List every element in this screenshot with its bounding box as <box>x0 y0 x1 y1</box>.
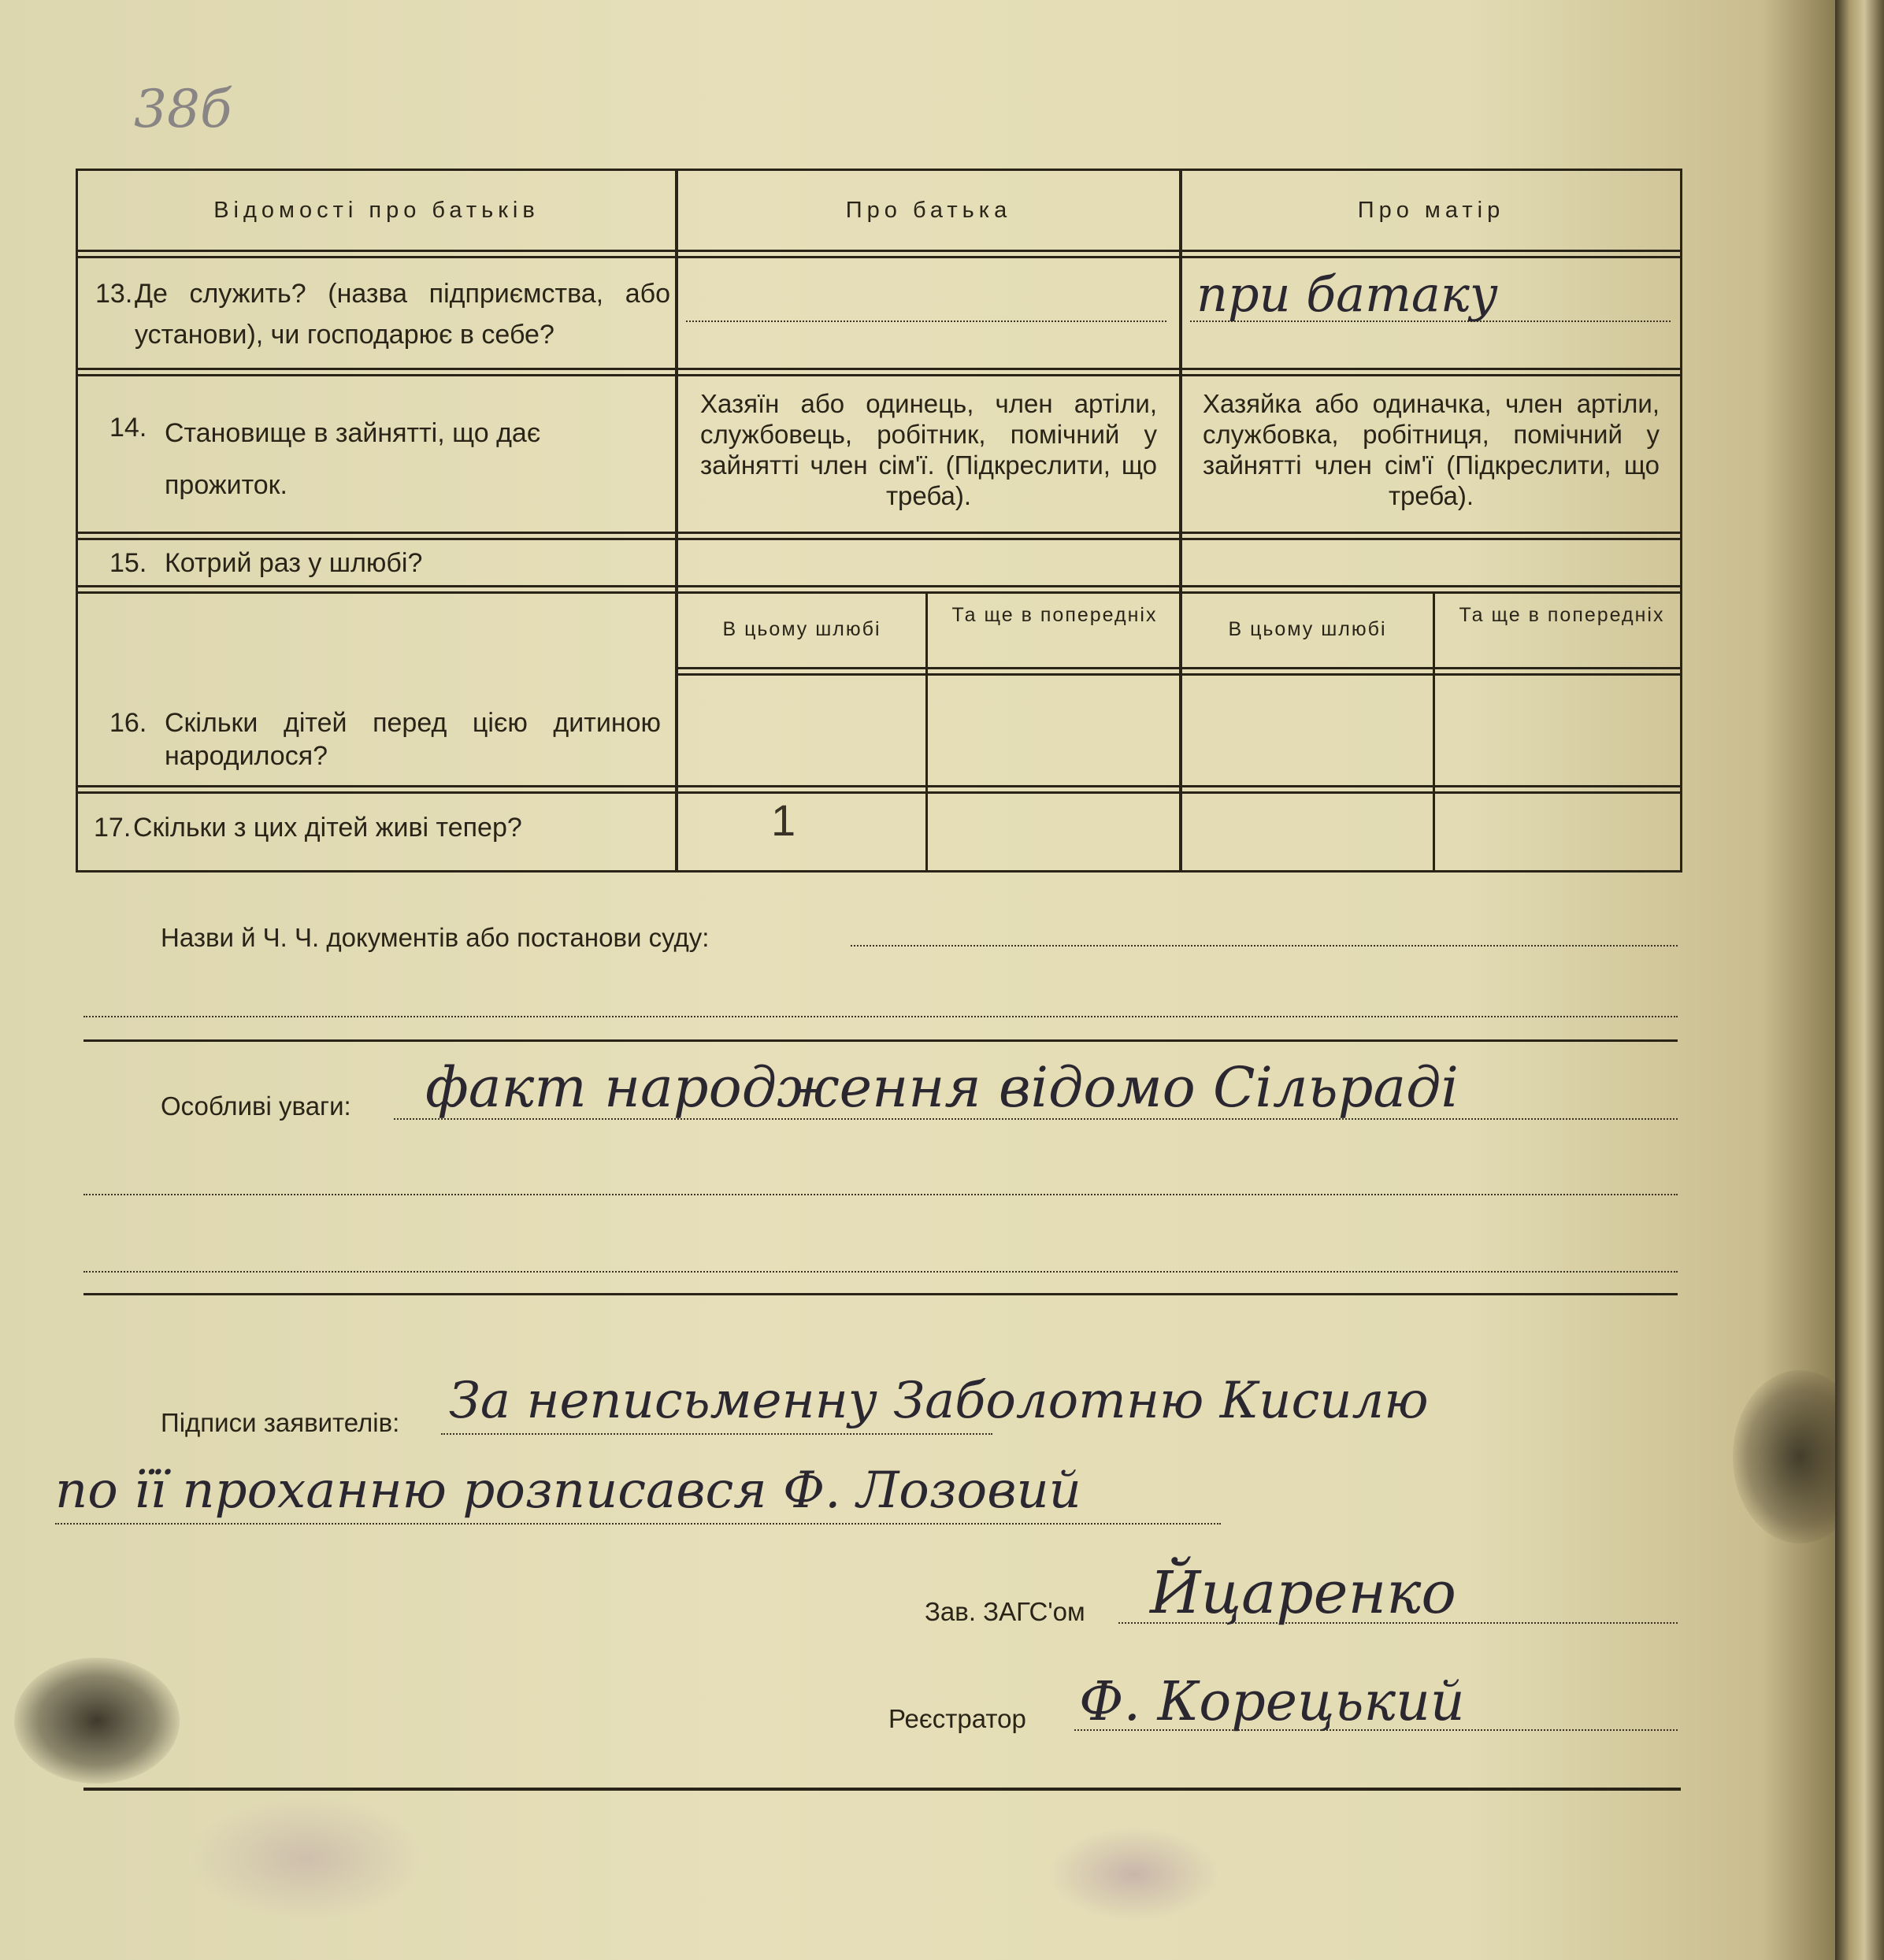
column-divider <box>1433 591 1435 872</box>
remarks-label: Особливі уваги: <box>161 1091 351 1121</box>
signatures-fill-line <box>441 1433 992 1435</box>
remarks-fill-line-2 <box>83 1194 1678 1195</box>
sub-mother-this-marriage: В цьому шлюбі <box>1228 618 1387 640</box>
row-14-label <box>109 407 661 511</box>
registrar-signature: Ф. Корецький <box>1079 1671 1465 1733</box>
registrar-label: Реєстратор <box>888 1704 1026 1733</box>
header-mother: Про матір <box>1357 198 1505 223</box>
sub-father-previous: Та ще в попередніх <box>951 604 1158 626</box>
documents-fill-line <box>851 945 1678 947</box>
row-divider <box>78 585 1680 594</box>
row-17-label <box>94 807 669 848</box>
zags-head-signature: Йцаренко <box>1150 1559 1456 1627</box>
documents-fill-line-2 <box>83 1016 1678 1017</box>
header-father: Про батька <box>845 198 1012 223</box>
row-divider <box>78 250 1680 258</box>
remarks-fill-line-3 <box>83 1271 1678 1273</box>
row-13-number: 13. <box>95 279 133 309</box>
row-16-number: 16. <box>109 708 147 738</box>
ink-stain <box>14 1658 180 1784</box>
row-14-number: 14. <box>109 413 147 443</box>
row-13-text: Де служить? (назва підприємства, або установи), чи господарює в себе? <box>135 279 670 350</box>
row-16-text: Скільки дітей перед цією дитиною народилося? <box>165 708 661 771</box>
row-17-father-handwritten: 1 <box>771 795 796 845</box>
row-13-label <box>95 273 670 355</box>
row-13-mother-handwritten: при батаку <box>1196 265 1498 323</box>
stamp-smudge <box>189 1795 425 1921</box>
row-13-father-cell <box>678 265 1179 360</box>
column-divider <box>1179 171 1182 872</box>
section-rule <box>83 1293 1678 1295</box>
column-divider <box>925 591 928 872</box>
sub-mother-previous: Та ще в попередніх <box>1459 604 1665 626</box>
row-15-number: 15. <box>109 548 147 578</box>
sub-father-this-marriage: В цьому шлюбі <box>722 618 881 640</box>
signatures-line2-handwritten: по її проханню розписався Ф. Лозовий <box>55 1462 1081 1520</box>
row-15-label <box>109 543 661 584</box>
bottom-rule <box>83 1788 1681 1791</box>
signatures-fill-line-2 <box>55 1523 1221 1525</box>
section-rule <box>83 1039 1678 1042</box>
stamp-smudge <box>1048 1827 1221 1921</box>
parents-info-table <box>76 169 1682 873</box>
header-parents-info: Відомості про батьків <box>213 198 540 223</box>
ink-stain <box>1733 1370 1835 1543</box>
page-number: 38б <box>134 79 232 139</box>
row-divider <box>677 667 1680 676</box>
row-15-text: Котрий раз у шлюбі? <box>165 548 423 578</box>
row-17-text: Скільки з цих дітей живі тепер? <box>133 813 522 843</box>
row-17-number: 17. <box>94 813 132 843</box>
row-14-text: Становище в зайнятті, що дає прожиток. <box>165 418 541 500</box>
documents-label: Назви й Ч. Ч. документів або постанови суду: <box>161 923 710 952</box>
signatures-label: Підписи заявителів: <box>161 1408 400 1437</box>
row-divider <box>78 368 1680 376</box>
signatures-line1-handwritten: За неписьменну Заболотню Кисилю <box>449 1372 1429 1430</box>
row-14-father-options: Хазяїн або одинець, член артіли, службовець, робітник, помічний у зайнятті член сім'ї. (Підкреслити, що треба). <box>700 389 1157 510</box>
row-14-mother-options: Хазяйка або одиначка, член артіли, службовка, робітниця, помічний у зайнятті член сім'ї (Підкреслити, що треба). <box>1203 389 1660 510</box>
zags-head-label: Зав. ЗАГС'ом <box>925 1597 1085 1626</box>
row-divider <box>78 785 1680 794</box>
row-divider <box>78 532 1680 540</box>
book-binding-edge <box>1835 0 1884 1960</box>
remarks-handwritten: факт народження відомо Сільраді <box>425 1055 1459 1120</box>
row-16-label <box>109 706 661 773</box>
